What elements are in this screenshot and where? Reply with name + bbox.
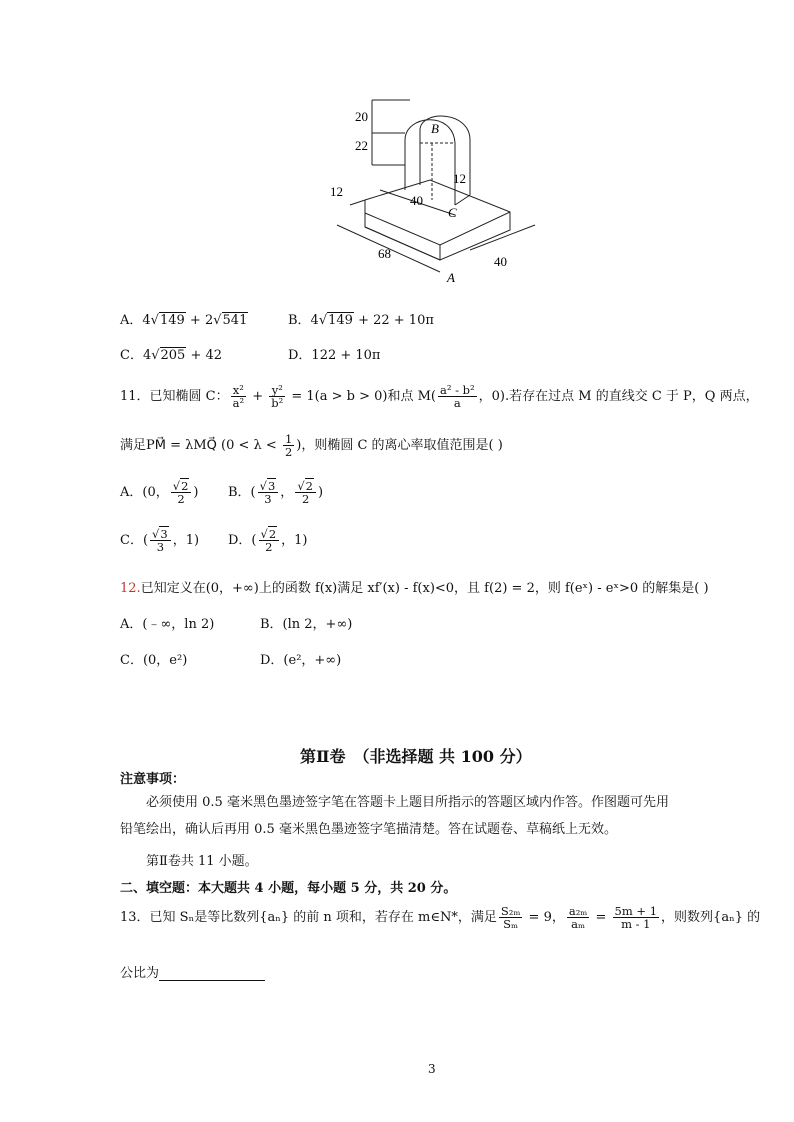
page-number: 3 <box>428 1062 436 1076</box>
q11-option-b: B．( $\frac{√3}{3}$ ， $\frac{√2}{2}$ ) <box>228 479 324 507</box>
geometry-figure <box>320 95 550 290</box>
dim-40-top: 40 <box>410 193 423 208</box>
point-a-label: A <box>447 270 455 285</box>
q12-option-b: B．(ln 2，+∞) <box>260 617 353 632</box>
q13-line-1: 13．已知 Sₙ是等比数列{aₙ} 的前 n 项和，若存在 m∈N*，满足 $\frac{\text{S₂ₘ}}{\text{Sₘ}}$ = 9， $\frac{\text{a₂ₘ}}{\text{aₘ}}$ = $\frac{5m + 1}{m - 1}$ ，则数列{aₙ} 的 <box>120 904 761 932</box>
q11-line-1: 11．已知椭圆 C： $\frac{\text{x²}}{\text{a²}}$ + $\frac{\text{y²}}{\text{b²}}$ = 1(a > b > 0)和点 M( $\frac{\text{a² - b²}}{a}$ ，0).若存在过点 M 的直线交 C 于 P，Q 两点， <box>120 383 759 411</box>
dim-12-right: 12 <box>453 171 466 186</box>
notice-body: 必须使用 0.5 毫米黑色墨迹签字笔在答题卡上题目所指示的答题区域内作答。作图题可先用铅笔绘出，确认后再用 0.5 毫米黑色墨迹签字笔描清楚。答在试题卷、草稿纸上无效。 <box>120 795 669 837</box>
q11-line-2: 满足PM⃗ = λMQ⃗ (0 < λ < $\frac{1}{2}$ )，则椭圆 C 的离心率取值范围是( ) <box>120 432 503 460</box>
point-b-label: B <box>431 121 439 136</box>
q10-option-a: A．4√149 + 2√541 <box>120 313 248 328</box>
q12-number: 12. <box>120 581 141 596</box>
fill-in-section-heading: 二、填空题：本大题共 4 小题，每小题 5 分，共 20 分。 <box>120 881 457 896</box>
dim-20: 20 <box>355 109 368 124</box>
dim-12-left: 12 <box>330 184 343 199</box>
dim-22: 22 <box>355 138 368 153</box>
q12-stem: 12.已知定义在(0，+∞)上的函数 f(x)满足 xf′(x) - f(x)<0，且 f(2) = 2，则 f(eˣ) - eˣ>0 的解集是( ) <box>120 581 709 596</box>
q12-option-d: D．(e²，+∞) <box>260 653 342 668</box>
answer-blank[interactable] <box>159 966 265 981</box>
q10-option-d: D．122 + 10π <box>288 348 381 363</box>
q10-option-b: B．4√149 + 22 + 10π <box>288 313 434 328</box>
q13-line-2: 公比为 <box>120 962 265 981</box>
q12-option-a: A．(﹣∞，ln 2) <box>120 617 215 632</box>
notice-title: 注意事项： <box>120 772 186 787</box>
q12-option-c: C．(0，e²) <box>120 653 188 668</box>
q11-option-c: C．( $\frac{√3}{3}$ ，1) <box>120 527 200 555</box>
q10-option-c: C．4√205 + 42 <box>120 348 223 363</box>
q11-option-a: A．(0， $\frac{√2}{2}$ ) <box>120 479 199 507</box>
part2-title: 第Ⅱ卷 （非选择题 共 100 分） <box>300 747 532 766</box>
dim-68: 68 <box>378 246 391 261</box>
point-c-label: C <box>448 205 457 220</box>
part2-question-count: 第Ⅱ卷共 11 小题。 <box>146 854 258 869</box>
dim-40-right: 40 <box>494 254 507 269</box>
q11-option-d: D．( $\frac{√2}{2}$ ，1) <box>228 527 308 555</box>
